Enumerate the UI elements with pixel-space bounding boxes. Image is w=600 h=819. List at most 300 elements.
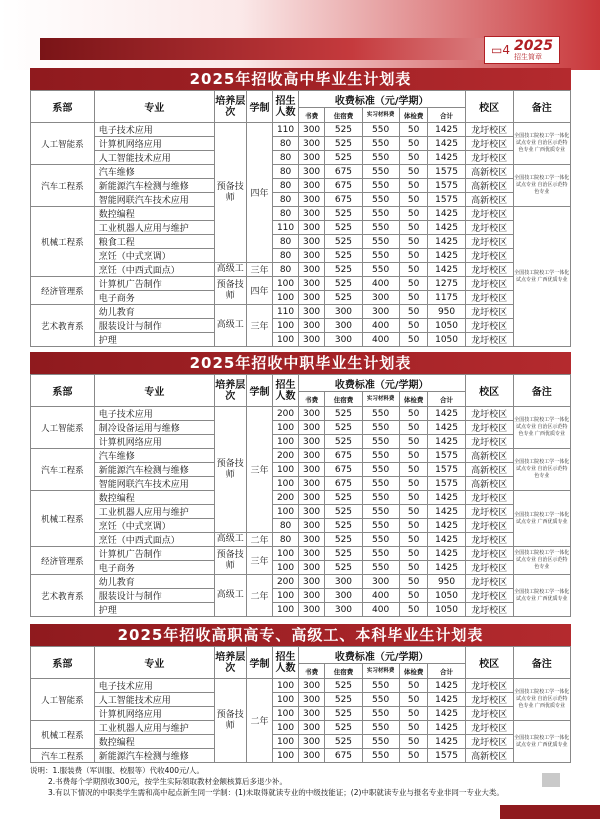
cell-dept: 人工智能系 (31, 407, 95, 449)
table-row (31, 407, 571, 421)
cell-major: 汽车维修 (94, 165, 214, 179)
cell-book: 300 (298, 463, 325, 477)
cell-dorm: 525 (325, 693, 362, 707)
cell-mat: 550 (362, 749, 399, 763)
cell-major: 智能网联汽车技术应用 (94, 477, 214, 491)
col-header-num: 招生人数 (273, 375, 299, 407)
table-row (31, 449, 571, 463)
cell-total: 1175 (428, 291, 465, 305)
cell-campus: 龙圩校区 (465, 575, 513, 589)
cell-num: 80 (273, 533, 299, 547)
table-row (31, 589, 571, 603)
cell-mat: 550 (362, 179, 399, 193)
cell-campus: 龙圩校区 (465, 291, 513, 305)
col-header-total: 合计 (428, 108, 465, 123)
table-row (31, 505, 571, 519)
col-header-note: 备注 (513, 375, 571, 407)
table-row (31, 707, 571, 721)
cell-mat: 400 (362, 333, 399, 347)
cell-exam: 50 (399, 291, 428, 305)
cell-major: 数控编程 (94, 491, 214, 505)
cell-mat: 550 (362, 519, 399, 533)
table-row (31, 319, 571, 333)
cell-mat: 400 (362, 589, 399, 603)
cell-book: 300 (298, 151, 325, 165)
cell-exam: 50 (399, 151, 428, 165)
table-row (31, 165, 571, 179)
cell-total: 1575 (428, 179, 465, 193)
cell-book: 300 (298, 547, 325, 561)
cell-major: 计算机广告制作 (94, 277, 214, 291)
cell-major: 计算机广告制作 (94, 547, 214, 561)
cell-dorm: 525 (325, 707, 362, 721)
cell-exam: 50 (399, 679, 428, 693)
cell-mat: 550 (362, 491, 399, 505)
cell-num: 80 (273, 207, 299, 221)
cell-book: 300 (298, 749, 325, 763)
cell-dorm: 525 (325, 291, 362, 305)
cell-num: 100 (273, 693, 299, 707)
cell-dept: 汽车工程系 (31, 749, 95, 763)
cell-num: 100 (273, 561, 299, 575)
cell-exam: 50 (399, 179, 428, 193)
cell-campus: 龙圩校区 (465, 589, 513, 603)
cell-mat: 550 (362, 735, 399, 749)
cell-note: 全国技工院校工学一体化试点专业 自治区示范特色专业 广西优质专业 (513, 123, 571, 165)
cell-mat: 550 (362, 193, 399, 207)
table-row (31, 221, 571, 235)
cell-dorm: 675 (325, 477, 362, 491)
cell-dorm: 525 (325, 547, 362, 561)
cell-num: 100 (273, 735, 299, 749)
table-row (31, 179, 571, 193)
table-row (31, 519, 571, 533)
cell-total: 1575 (428, 463, 465, 477)
cell-campus: 龙圩校区 (465, 707, 513, 721)
cell-campus: 龙圩校区 (465, 519, 513, 533)
cell-mat: 400 (362, 319, 399, 333)
cell-num: 80 (273, 179, 299, 193)
table-row (31, 123, 571, 137)
cell-exam: 50 (399, 749, 428, 763)
col-header-material: 实习材料费 (362, 108, 399, 123)
col-header-campus: 校区 (465, 91, 513, 123)
cell-dorm: 675 (325, 749, 362, 763)
cell-total: 1425 (428, 561, 465, 575)
cell-mat: 550 (362, 679, 399, 693)
col-header-book: 书费 (298, 392, 325, 407)
cell-major: 电子商务 (94, 291, 214, 305)
cell-major: 电子技术应用 (94, 679, 214, 693)
cell-major: 人工智能技术应用 (94, 151, 214, 165)
col-header-major: 专业 (94, 647, 214, 679)
cell-book: 300 (298, 137, 325, 151)
col-header-dept: 系部 (31, 647, 95, 679)
table-row (31, 463, 571, 477)
cell-num: 100 (273, 679, 299, 693)
cell-num: 80 (273, 151, 299, 165)
cell-level: 高级工 (214, 533, 246, 547)
cell-book: 300 (298, 575, 325, 589)
cell-num: 100 (273, 435, 299, 449)
col-header-years: 学制 (246, 647, 273, 679)
table-row (31, 721, 571, 735)
cell-dorm: 300 (325, 305, 362, 319)
cell-num: 100 (273, 333, 299, 347)
cell-num: 100 (273, 477, 299, 491)
cell-dorm: 525 (325, 721, 362, 735)
cell-campus: 龙圩校区 (465, 693, 513, 707)
cell-num: 100 (273, 421, 299, 435)
cell-book: 300 (298, 221, 325, 235)
table-row (31, 575, 571, 589)
table-row (31, 533, 571, 547)
cell-book: 300 (298, 235, 325, 249)
cell-total: 1425 (428, 151, 465, 165)
cell-book: 300 (298, 179, 325, 193)
cell-level: 高级工 (214, 575, 246, 617)
cell-mat: 550 (362, 421, 399, 435)
cell-mat: 300 (362, 291, 399, 305)
cell-num: 110 (273, 221, 299, 235)
cell-campus: 龙圩校区 (465, 603, 513, 617)
cell-book: 300 (298, 561, 325, 575)
col-header-major: 专业 (94, 91, 214, 123)
cell-major: 工业机器人应用与维护 (94, 721, 214, 735)
cell-book: 300 (298, 449, 325, 463)
cell-book: 300 (298, 707, 325, 721)
col-header-campus: 校区 (465, 375, 513, 407)
cell-major: 护理 (94, 603, 214, 617)
cell-major: 工业机器人应用与维护 (94, 505, 214, 519)
cell-mat: 550 (362, 137, 399, 151)
col-header-years: 学制 (246, 91, 273, 123)
cell-note: 全国技工院校工学一体化试点专业 自治区示范特色专业 广西优质专业 (513, 407, 571, 449)
cell-total: 1425 (428, 693, 465, 707)
table-row (31, 547, 571, 561)
cell-campus: 龙圩校区 (465, 505, 513, 519)
cell-num: 100 (273, 463, 299, 477)
cell-mat: 550 (362, 407, 399, 421)
cell-total: 1425 (428, 207, 465, 221)
cell-exam: 50 (399, 533, 428, 547)
cell-exam: 50 (399, 263, 428, 277)
cell-campus: 龙圩校区 (465, 333, 513, 347)
cell-num: 80 (273, 249, 299, 263)
cell-level: 预备技师 (214, 123, 246, 263)
cell-mat: 550 (362, 263, 399, 277)
cell-total: 1050 (428, 603, 465, 617)
cell-num: 100 (273, 277, 299, 291)
cell-dorm: 300 (325, 603, 362, 617)
cell-major: 新能源汽车检测与维修 (94, 749, 214, 763)
cell-major: 计算机网络应用 (94, 707, 214, 721)
cell-exam: 50 (399, 491, 428, 505)
cell-total: 1425 (428, 679, 465, 693)
cell-exam: 50 (399, 547, 428, 561)
cell-campus: 龙圩校区 (465, 249, 513, 263)
cell-major: 计算机网络应用 (94, 137, 214, 151)
table-row (31, 421, 571, 435)
cell-num: 80 (273, 235, 299, 249)
footnote-3: 3.有以下情况的中职类学生需和高中起点新生同一学制：(1)未取得就读专业的中级技能证；(2)中职就读专业与报名专业非同一专业大类。 (48, 788, 504, 797)
cell-exam: 50 (399, 249, 428, 263)
cell-exam: 50 (399, 123, 428, 137)
footnote-1: 说明：1.服装费（军训服、校服等）代收400元/人。 (30, 766, 204, 775)
cell-book: 300 (298, 305, 325, 319)
cell-dorm: 675 (325, 463, 362, 477)
cell-book: 300 (298, 735, 325, 749)
header-bar (40, 38, 560, 60)
cell-num: 100 (273, 505, 299, 519)
cell-num: 100 (273, 291, 299, 305)
cell-book: 300 (298, 123, 325, 137)
cell-campus: 龙圩校区 (465, 561, 513, 575)
cell-book: 300 (298, 533, 325, 547)
cell-dorm: 525 (325, 249, 362, 263)
cell-num: 100 (273, 707, 299, 721)
cell-campus: 龙圩校区 (465, 407, 513, 421)
cell-dorm: 675 (325, 179, 362, 193)
cell-dept: 机械工程系 (31, 491, 95, 547)
cell-major: 烹饪（中西式面点） (94, 533, 214, 547)
cell-num: 200 (273, 575, 299, 589)
cell-total: 1425 (428, 249, 465, 263)
table-row (31, 603, 571, 617)
cell-dorm: 300 (325, 333, 362, 347)
cell-total: 1425 (428, 505, 465, 519)
col-header-note: 备注 (513, 91, 571, 123)
cell-book: 300 (298, 263, 325, 277)
cell-years: 三年 (246, 407, 273, 533)
cell-total: 1275 (428, 277, 465, 291)
cell-exam: 50 (399, 693, 428, 707)
cell-campus: 龙圩校区 (465, 305, 513, 319)
col-header-total: 合计 (428, 392, 465, 407)
cell-num: 100 (273, 749, 299, 763)
cell-note: 全国技工院校工学一体化试点专业 广西优质专业 (513, 207, 571, 347)
cell-level: 预备技师 (214, 679, 246, 763)
cell-campus: 龙圩校区 (465, 151, 513, 165)
plan-table (30, 90, 571, 347)
cell-total: 1425 (428, 263, 465, 277)
cell-num: 80 (273, 165, 299, 179)
table-row (31, 277, 571, 291)
cell-dorm: 525 (325, 137, 362, 151)
col-header-major: 专业 (94, 375, 214, 407)
cell-campus: 龙圩校区 (465, 533, 513, 547)
cell-book: 300 (298, 277, 325, 291)
cell-campus: 龙圩校区 (465, 221, 513, 235)
cell-dept: 汽车工程系 (31, 449, 95, 491)
cell-book: 300 (298, 505, 325, 519)
cell-major: 烹饪（中式烹调） (94, 249, 214, 263)
cell-level: 高级工 (214, 305, 246, 347)
cell-exam: 50 (399, 277, 428, 291)
col-header-level: 培养层次 (214, 647, 246, 679)
table-row (31, 151, 571, 165)
table-title: 2025年招收高职高专、高级工、本科毕业生计划表 (30, 624, 571, 646)
cell-dorm: 525 (325, 735, 362, 749)
col-header-fee: 收费标准（元/学期） (298, 91, 465, 108)
cell-total: 1425 (428, 407, 465, 421)
cell-mat: 550 (362, 533, 399, 547)
cell-exam: 50 (399, 477, 428, 491)
cell-campus: 高新校区 (465, 749, 513, 763)
footnote-2: 2.书费每个学期预收300元，按学生实际领取教材金额核算后多退少补。 (48, 777, 287, 786)
cell-exam: 50 (399, 333, 428, 347)
cell-total: 1425 (428, 421, 465, 435)
table-row (31, 693, 571, 707)
cell-dorm: 525 (325, 207, 362, 221)
cell-total: 1425 (428, 533, 465, 547)
cell-dorm: 525 (325, 519, 362, 533)
cell-book: 300 (298, 435, 325, 449)
cell-exam: 50 (399, 305, 428, 319)
cell-mat: 550 (362, 721, 399, 735)
table-row (31, 193, 571, 207)
cell-major: 工业机器人应用与维护 (94, 221, 214, 235)
cell-note: 全国技工院校工学一体化试点专业 自治区示范特色专业 (513, 449, 571, 491)
col-header-level: 培养层次 (214, 91, 246, 123)
cell-campus: 高新校区 (465, 463, 513, 477)
cell-campus: 高新校区 (465, 477, 513, 491)
cell-total: 1425 (428, 137, 465, 151)
cell-years: 四年 (246, 123, 273, 263)
table-row (31, 679, 571, 693)
cell-campus: 龙圩校区 (465, 735, 513, 749)
col-header-num: 招生人数 (273, 91, 299, 123)
cell-num: 100 (273, 603, 299, 617)
cell-note: 全国技工院校工学一体化试点专业 广西优质专业 (513, 575, 571, 617)
section-vocational (30, 352, 571, 617)
col-header-book: 书费 (298, 108, 325, 123)
cell-total: 950 (428, 305, 465, 319)
cell-dept: 人工智能系 (31, 679, 95, 721)
table-row (31, 137, 571, 151)
cell-major: 服装设计与制作 (94, 319, 214, 333)
cell-campus: 龙圩校区 (465, 235, 513, 249)
col-header-dorm: 住宿费 (325, 392, 362, 407)
cell-total: 1425 (428, 547, 465, 561)
cell-dorm: 525 (325, 435, 362, 449)
cell-total: 950 (428, 575, 465, 589)
cell-dorm: 525 (325, 533, 362, 547)
cell-exam: 50 (399, 519, 428, 533)
footer-bar (500, 805, 600, 819)
cell-major: 电子技术应用 (94, 407, 214, 421)
cell-note: 全国技工院校工学一体化试点专业 广西优质专业 (513, 491, 571, 547)
col-header-num: 招生人数 (273, 647, 299, 679)
cell-dorm: 525 (325, 263, 362, 277)
cell-mat: 400 (362, 603, 399, 617)
cell-mat: 550 (362, 707, 399, 721)
cell-mat: 550 (362, 249, 399, 263)
cell-exam: 50 (399, 735, 428, 749)
cell-major: 新能源汽车检测与维修 (94, 179, 214, 193)
table-row (31, 749, 571, 763)
cell-dorm: 525 (325, 151, 362, 165)
cell-dorm: 525 (325, 235, 362, 249)
cell-book: 300 (298, 491, 325, 505)
cell-book: 300 (298, 721, 325, 735)
cell-dorm: 525 (325, 277, 362, 291)
cell-dept: 经济管理系 (31, 277, 95, 305)
col-header-material: 实习材料费 (362, 392, 399, 407)
table-row (31, 305, 571, 319)
cell-exam: 50 (399, 575, 428, 589)
cell-exam: 50 (399, 407, 428, 421)
cell-book: 300 (298, 193, 325, 207)
cell-major: 制冷设备运用与维修 (94, 421, 214, 435)
table-row (31, 207, 571, 221)
cell-exam: 50 (399, 435, 428, 449)
cell-exam: 50 (399, 561, 428, 575)
table-row (31, 435, 571, 449)
cell-mat: 550 (362, 151, 399, 165)
cell-note: 全国技工院校工学一体化试点专业 自治区示范特色专业 (513, 547, 571, 575)
cell-dorm: 525 (325, 679, 362, 693)
cell-book: 300 (298, 249, 325, 263)
cell-level: 预备技师 (214, 547, 246, 575)
cell-mat: 550 (362, 207, 399, 221)
cell-campus: 龙圩校区 (465, 679, 513, 693)
cell-campus: 龙圩校区 (465, 491, 513, 505)
cell-total: 1425 (428, 221, 465, 235)
cell-total: 1575 (428, 165, 465, 179)
cell-dorm: 525 (325, 561, 362, 575)
cell-mat: 550 (362, 123, 399, 137)
cell-num: 100 (273, 589, 299, 603)
cell-num: 110 (273, 305, 299, 319)
cell-exam: 50 (399, 707, 428, 721)
cell-major: 烹饪（中式烹调） (94, 519, 214, 533)
cell-mat: 550 (362, 463, 399, 477)
cell-exam: 50 (399, 421, 428, 435)
col-header-exam: 体检费 (399, 664, 428, 679)
book-icon: ▭4 (491, 43, 511, 57)
cell-dept: 艺术教育系 (31, 305, 95, 347)
cell-total: 1050 (428, 319, 465, 333)
cell-num: 200 (273, 407, 299, 421)
cell-dept: 机械工程系 (31, 721, 95, 749)
col-header-note: 备注 (513, 647, 571, 679)
cell-years: 三年 (246, 547, 273, 575)
cell-campus: 龙圩校区 (465, 207, 513, 221)
cell-campus: 龙圩校区 (465, 123, 513, 137)
cell-num: 100 (273, 721, 299, 735)
cell-major: 幼儿教育 (94, 305, 214, 319)
cell-num: 100 (273, 547, 299, 561)
table-row (31, 263, 571, 277)
footnotes (30, 765, 550, 798)
cell-dorm: 675 (325, 449, 362, 463)
cell-exam: 50 (399, 603, 428, 617)
cell-dorm: 675 (325, 193, 362, 207)
cell-mat: 550 (362, 561, 399, 575)
cell-book: 300 (298, 319, 325, 333)
cell-num: 200 (273, 449, 299, 463)
cell-mat: 550 (362, 505, 399, 519)
cell-exam: 50 (399, 721, 428, 735)
cell-campus: 高新校区 (465, 179, 513, 193)
cell-major: 电子技术应用 (94, 123, 214, 137)
cell-book: 300 (298, 165, 325, 179)
cell-years: 三年 (246, 263, 273, 277)
cell-num: 80 (273, 137, 299, 151)
cell-campus: 高新校区 (465, 193, 513, 207)
col-header-material: 实习材料费 (362, 664, 399, 679)
